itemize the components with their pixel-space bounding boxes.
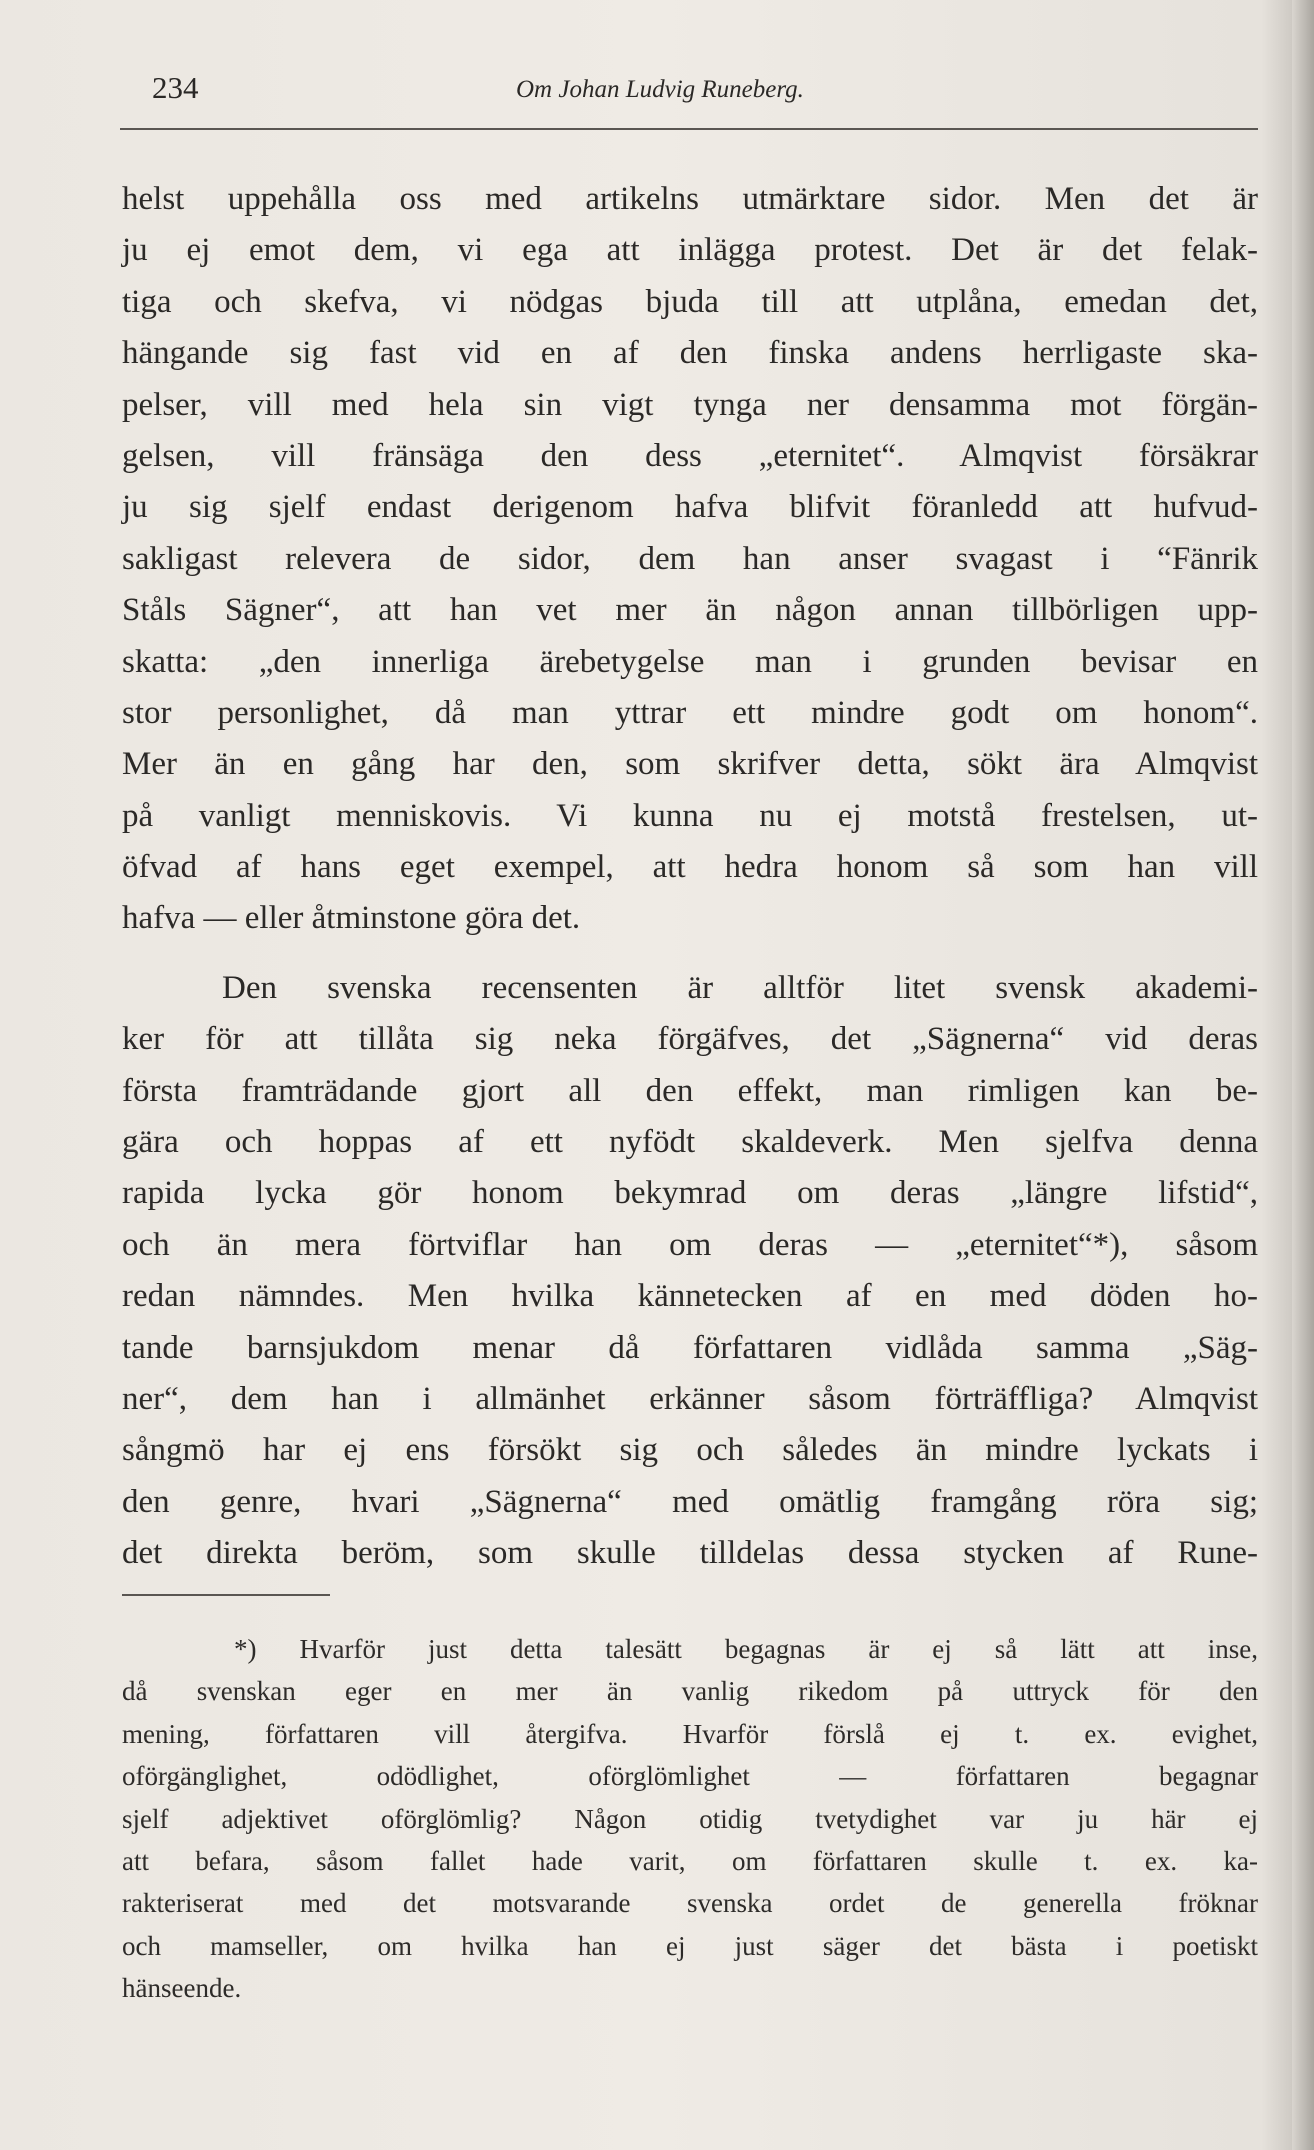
footnote-line: och mamseller, om hvilka han ej just säger det bästa i poetiskt [122, 1930, 1258, 1961]
footnote-line: att befara, såsom fallet hade varit, om författaren skulle t. ex. ka- [122, 1845, 1258, 1876]
paragraph-gap [122, 945, 1258, 963]
text-line: ker för att tillåta sig neka förgäfves, det „Sägnerna“ vid deras [122, 1021, 1258, 1058]
footnote-line: mening, författaren vill återgifva. Hvarför förslå ej t. ex. evighet, [122, 1718, 1258, 1749]
text-line: hafva — eller åtminstone göra det. [122, 900, 581, 937]
text-line: Den svenska recensenten är alltför litet svensk akademi- [222, 969, 1258, 1006]
footnote-line: rakteriserat med det motsvarande svenska ordet de generella fröknar [122, 1888, 1258, 1919]
text-line: gelsen, vill fränsäga den dess „eternitet“. Almqvist försäkrar [122, 437, 1258, 474]
text-line: det direkta beröm, som skulle tilldelas dessa stycken af Rune- [122, 1535, 1258, 1572]
text-line: pelser, vill med hela sin vigt tynga ner densamma mot förgän- [122, 386, 1258, 423]
text-line: Mer än en gång har den, som skrifver detta, sökt ära Almqvist [122, 746, 1258, 783]
text-line: ju ej emot dem, vi ega att inlägga protest. Det är det felak- [122, 232, 1258, 269]
header-rule [120, 128, 1258, 130]
paragraph-2 [122, 963, 1258, 1580]
text-line: skatta: „den innerliga ärebetygelse man i grunden bevisar en [122, 643, 1258, 680]
text-line: helst uppehålla oss med artikelns utmärktare sidor. Men det är [122, 181, 1258, 217]
text-line: och än mera förtviflar han om deras — „eternitet“*), såsom [122, 1226, 1258, 1263]
text-line: första framträdande gjort all den effekt, man rimligen kan be- [122, 1072, 1258, 1109]
text-line: den genre, hvari „Sägnerna“ med omätlig framgång röra sig; [122, 1483, 1258, 1520]
text-line: tande barnsjukdom menar då författaren vidlåda samma „Säg- [122, 1329, 1258, 1366]
page-edge-shadow [1292, 0, 1314, 2150]
text-line: sakligast relevera de sidor, dem han anser svagast i “Fänrik [122, 540, 1258, 577]
footnote-rule [122, 1594, 330, 1596]
main-text [122, 174, 1258, 1580]
footnote [122, 1628, 1258, 2010]
text-line: hängande sig fast vid en af den finska andens herrligaste ska- [122, 335, 1258, 372]
running-title: Om Johan Ludvig Runeberg. [516, 76, 804, 103]
text-line: gära och hoppas af ett nyfödt skaldeverk. Men sjelfva denna [122, 1124, 1258, 1161]
paragraph-1 [122, 174, 1258, 945]
footnote-line: då svenskan eger en mer än vanlig rikedom på uttryck för den [122, 1676, 1258, 1707]
footnote-line: hänseende. [122, 1973, 242, 2004]
text-line: ju sig sjelf endast derigenom hafva blifvit föranledd att hufvud- [122, 489, 1258, 526]
footnote-line: *) Hvarför just detta talesätt begagnas är ej så lätt att inse, [234, 1634, 1258, 1664]
text-line: öfvad af hans eget exempel, att hedra honom så som han vill [122, 849, 1258, 886]
footnote-line: oförgänglighet, odödlighet, oförglömlighet — författaren begagnar [122, 1761, 1258, 1792]
text-line: stor personlighet, då man yttrar ett mindre godt om honom“. [122, 694, 1258, 731]
text-line: på vanligt menniskovis. Vi kunna nu ej motstå frestelsen, ut- [122, 797, 1258, 834]
text-line: tiga och skefva, vi nödgas bjuda till att utplåna, emedan det, [122, 283, 1258, 320]
text-line: Ståls Sägner“, att han vet mer än någon annan tillbörligen upp- [122, 592, 1258, 629]
text-line: sångmö har ej ens försökt sig och således än mindre lyckats i [122, 1432, 1258, 1469]
footnote-line: sjelf adjektivet oförglömlig? Någon otidig tvetydighet var ju här ej [122, 1803, 1258, 1834]
text-line: redan nämndes. Men hvilka kännetecken af en med döden ho- [122, 1278, 1258, 1315]
page-header [152, 70, 1257, 114]
page-number: 234 [152, 70, 199, 105]
text-line: rapida lycka gör honom bekymrad om deras „längre lifstid“, [122, 1175, 1258, 1212]
text-line: ner“, dem han i allmänhet erkänner såsom förträffliga? Almqvist [122, 1380, 1258, 1417]
